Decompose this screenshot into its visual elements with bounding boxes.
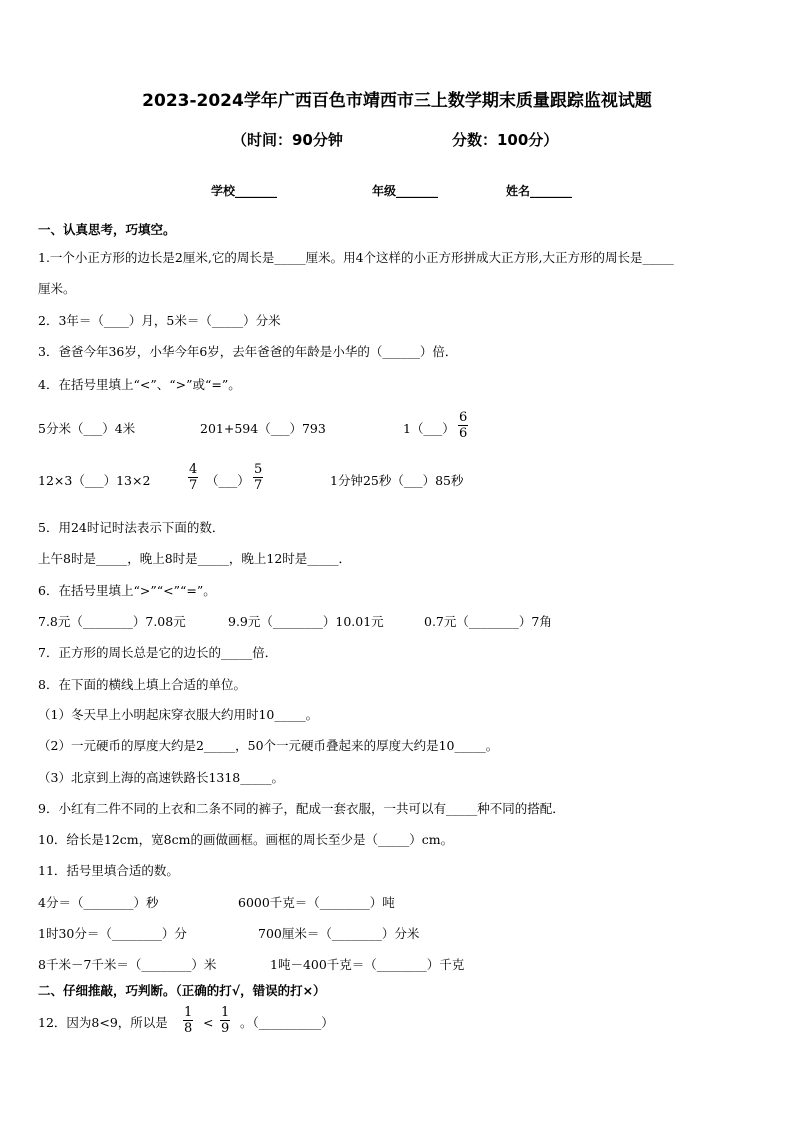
q4-item-4: 12×3（___）13×2 <box>38 473 151 488</box>
less-than-sign: < <box>203 1015 214 1030</box>
exam-time: （时间：90分钟 <box>232 131 343 149</box>
question-8-3: （3）北京到上海的高速铁路长1318_____。 <box>38 770 285 785</box>
school-field: 学校_______ <box>211 184 278 198</box>
numerator: 4 <box>189 462 198 477</box>
exam-score: 分数：100分） <box>452 131 559 149</box>
denominator: 9 <box>221 1021 230 1036</box>
question-1: 1.一个小正方形的边长是2厘米,它的周长是_____厘米。用4个这样的小正方形拼成大正方形,大正方形的周长是_____ <box>38 250 674 265</box>
numerator: 1 <box>221 1005 230 1020</box>
denominator: 7 <box>189 478 198 493</box>
question-11: 11．括号里填合适的数。 <box>38 863 179 878</box>
question-8-2: （2）一元硬币的厚度大约是2_____，50个一元硬币叠起来的厚度大约是10_____。 <box>38 738 499 753</box>
question-5-body: 上午8时是_____，晚上8时是_____，晚上12时是_____． <box>38 551 352 566</box>
q6-item-3: 0.7元（________）7角 <box>424 614 552 629</box>
section-2-heading: 二、仔细推敲，巧判断。（正确的打√，错误的打×） <box>38 983 326 998</box>
q6-item-2: 9.9元（________）10.01元 <box>228 614 384 629</box>
numerator: 6 <box>459 410 468 425</box>
numerator: 5 <box>254 462 263 477</box>
fraction-6-6 <box>458 410 468 441</box>
fraction-1-8 <box>183 1005 193 1036</box>
q11-item-5: 8千米－7千米＝（________）米 <box>38 957 217 972</box>
q4-item-3: 1（___） <box>403 421 455 436</box>
question-5: 5．用24时记时法表示下面的数． <box>38 520 225 535</box>
question-1-cont: 厘米。 <box>38 281 76 296</box>
section-1-heading: 一、认真思考，巧填空。 <box>38 222 176 237</box>
question-4: 4．在括号里填上“<”、“>”或“=”。 <box>38 377 241 392</box>
denominator: 7 <box>254 478 263 493</box>
question-12: 12．因为8<9，所以是 <box>38 1015 168 1030</box>
question-9: 9．小红有二件不同的上衣和二条不同的裤子，配成一套衣服，一共可以有_____种不同的搭配． <box>38 801 565 816</box>
q11-item-2: 6000千克＝（________）吨 <box>238 895 395 910</box>
q6-item-1: 7.8元（________）7.08元 <box>38 614 186 629</box>
fraction-5-7 <box>253 462 263 493</box>
fraction-1-9 <box>220 1005 230 1036</box>
question-6: 6．在括号里填上“>”“<”“=”。 <box>38 583 216 598</box>
grade-field: 年级_______ <box>372 184 439 198</box>
q11-item-3: 1时30分＝（________）分 <box>38 926 187 941</box>
q11-item-1: 4分＝（________）秒 <box>38 895 159 910</box>
numerator: 1 <box>184 1005 193 1020</box>
name-field: 姓名_______ <box>506 184 573 198</box>
q4-item-1: 5分米（___）4米 <box>38 421 136 436</box>
denominator: 6 <box>459 426 468 441</box>
question-3: 3．爸爸今年36岁，小华今年6岁，去年爸爸的年龄是小华的（______）倍． <box>38 344 458 359</box>
q4-item-6: 1分钟25秒（___）85秒 <box>330 473 464 488</box>
question-8: 8．在下面的横线上填上合适的单位。 <box>38 677 246 692</box>
q11-item-6: 1吨－400千克＝（________）千克 <box>270 957 465 972</box>
q4-item-2: 201+594（___）793 <box>200 421 326 436</box>
question-12-answer: 。（__________） <box>240 1015 334 1030</box>
question-2: 2．3年＝（____）月，5米＝（_____）分米 <box>38 313 281 328</box>
question-8-1: （1）冬天早上小明起床穿衣服大约用时10_____。 <box>38 707 319 722</box>
fraction-4-7 <box>188 462 198 493</box>
denominator: 8 <box>184 1021 193 1036</box>
page-title: 2023-2024学年广西百色市靖西市三上数学期末质量跟踪监视试题 <box>142 91 652 111</box>
question-7: 7．正方形的周长总是它的边长的_____倍． <box>38 645 278 660</box>
question-10: 10．给长是12cm，宽8cm的画做画框。画框的周长至少是（_____）cm。 <box>38 832 454 847</box>
q11-item-4: 700厘米＝（________）分米 <box>258 926 420 941</box>
q4-item-5: （___） <box>206 473 250 488</box>
